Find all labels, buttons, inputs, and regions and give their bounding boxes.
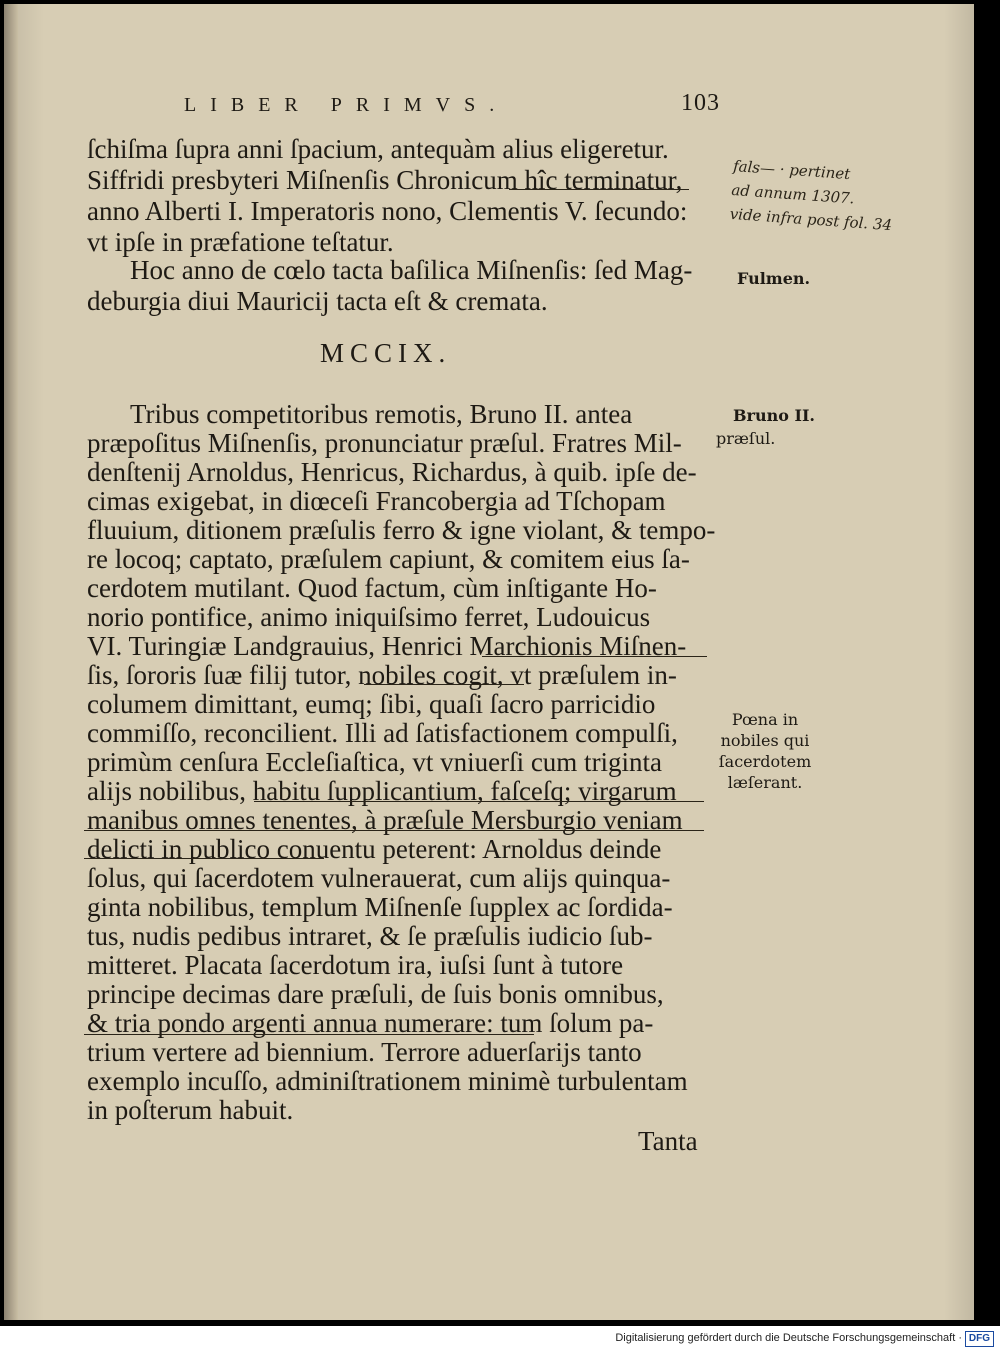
margin-note-praesul: præſul.: [716, 429, 776, 448]
margin-note-fulmen: Fulmen.: [737, 269, 811, 288]
page-number: 103: [681, 90, 720, 116]
footer-bar: [0, 1326, 1000, 1351]
text-line: præpoſitus Miſnenſis, pronunciatur præſul. Fratres Mil-: [87, 428, 682, 458]
text-line: ſolus, qui ſacerdotem vulnerauerat, cum alijs quinqua-: [87, 863, 671, 893]
pen-underline: [509, 189, 689, 190]
text-line: Siffridi presbyteri Miſnenſis Chronicum hîc terminatur,: [87, 165, 683, 195]
margin-note-line: ſacerdotem: [718, 752, 812, 771]
text-line: commiſſo, reconcilient. Illi ad ſatisfactionem compulſi,: [87, 718, 678, 748]
text-line: denſtenij Arnoldus, Henricus, Richardus, à quib. ipſe de-: [87, 457, 697, 487]
margin-note-line: læſerant.: [727, 773, 803, 792]
handwritten-line: fals— · pertinet: [732, 156, 851, 184]
catchword: Tanta: [638, 1126, 698, 1156]
running-header: [184, 90, 720, 120]
text-line: cimas exigebat, in diœceſi Francobergia ad Tſchopam: [87, 486, 666, 516]
pen-underline: [254, 801, 704, 802]
text-line: norio pontifice, animo iniquiſsimo ferret, Ludouicus: [87, 602, 651, 632]
pen-underline: [84, 830, 704, 831]
running-head: LIBER PRIMVS.: [184, 94, 509, 116]
handwritten-note: [729, 154, 896, 237]
text-line: VI. Turingiæ Landgrauius, Henrici Marchionis Miſnen-: [87, 631, 687, 661]
book-page: [4, 4, 974, 1320]
text-line: deburgia diui Mauricij tacta eſt & cremata.: [87, 286, 548, 316]
text-line: anno Alberti I. Imperatoris nono, Clementis V. ſecundo:: [87, 196, 688, 226]
text-line: ginta nobilibus, templum Miſnenſe ſupplex ac ſordida-: [87, 892, 673, 922]
text-line: principe decimas dare præſuli, de ſuis bonis omnibus,: [87, 979, 664, 1009]
text-line: exemplo incuſſo, adminiſtrationem minimè turbulentam: [87, 1066, 688, 1096]
pen-underline: [84, 858, 324, 859]
pen-underline: [364, 684, 524, 685]
text-line: & tria pondo argenti annua numerare: tum ſolum pa-: [87, 1008, 654, 1038]
section-title: MCCIX.: [320, 338, 452, 368]
text-line: manibus omnes tenentes, à præſule Mersburgio veniam: [87, 805, 683, 835]
text-line: re locoq; captato, præſulem capiunt, & comitem eius ſa-: [87, 544, 690, 574]
text-line: tus, nudis pedibus intraret, & ſe præſulis iudicio ſub-: [87, 921, 653, 951]
margin-note-poena: [710, 709, 820, 793]
text-line: ſis, ſororis ſuæ filij tutor, nobiles cogit, vt præſulem in-: [87, 660, 677, 690]
margin-note-bruno: Bruno II.: [733, 406, 815, 425]
text-line: ſchiſma ſupra anni ſpacium, antequàm alius eligeretur.: [87, 134, 669, 164]
text-line: alijs nobilibus, habitu ſupplicantium, faſceſq; virgarum: [87, 776, 677, 806]
text-line: vt ipſe in præfatione teſtatur.: [87, 227, 394, 257]
text-line: trium vertere ad biennium. Terrore aduerſarijs tanto: [87, 1037, 642, 1067]
text-line: cerdotem mutilant. Quod factum, cùm inſtigante Ho-: [87, 573, 657, 603]
margin-note-line: nobiles qui: [720, 731, 810, 750]
text-line: delicti in publico conuentu peterent: Arnoldus deinde: [87, 834, 662, 864]
handwritten-line: ad annum 1307.: [730, 180, 855, 208]
pen-underline: [84, 1034, 534, 1035]
pen-underline: [482, 656, 707, 657]
text-line: Tribus competitoribus remotis, Bruno II. antea: [130, 399, 633, 429]
margin-note-line: Pœna in: [731, 710, 799, 729]
text-line: fluuium, ditionem præſulis ferro & igne violant, & tempo-: [87, 515, 716, 545]
footer-credit: Digitalisierung gefördert durch die Deutsche Forschungsgemeinschaft ·: [615, 1332, 962, 1344]
text-line: in poſterum habuit.: [87, 1095, 294, 1125]
text-line: Hoc anno de cœlo tacta baſilica Miſnenſis: ſed Mag-: [130, 255, 693, 285]
text-line: primùm cenſura Eccleſiaſtica, vt vniuerſi cum triginta: [87, 747, 663, 777]
handwritten-line: vide infra post fol. 34: [729, 204, 893, 235]
text-line: columem dimittant, eumq; ſibi, quaſi ſacro parricidio: [87, 689, 656, 719]
page-gutter-shadow: [4, 4, 18, 1320]
text-line: mitteret. Placata ſacerdotum ira, iuſsi ſunt à tutore: [87, 950, 624, 980]
dfg-logo[interactable]: DFG: [965, 1331, 994, 1347]
